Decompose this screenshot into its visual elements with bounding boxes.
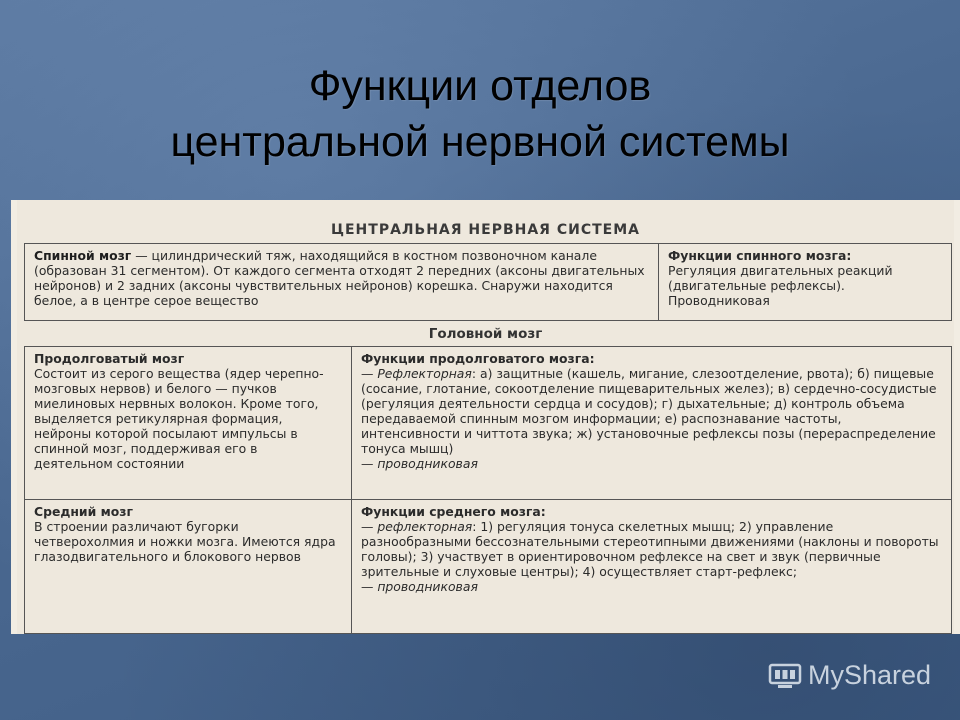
spinal-divider xyxy=(658,243,659,321)
slide-title xyxy=(0,58,960,170)
midbrain-description-cell xyxy=(26,502,348,566)
spinal-functions-text: Регуляция двигательных реакций (двигательные рефлексы). Проводниковая xyxy=(668,263,893,308)
medulla-header: Продолговатый мозг xyxy=(34,351,185,366)
medulla-functions-header: Функции продолговатого мозга: xyxy=(361,351,595,366)
myshared-watermark-text: MyShared xyxy=(808,659,932,690)
table-paper xyxy=(17,200,954,634)
slide-title-line-2: центральной нервной системы xyxy=(170,118,790,166)
brain-subtitle: Головной мозг xyxy=(428,326,543,342)
spinal-description-cell xyxy=(26,246,656,310)
medulla-text: Состоит из серого вещества (ядер черепно-мозговых нервов) и белого — пучков миелиновых нервных волокон. Кроме того, выделяется ретикулярная формация, нейроны которой посылают импульсы в спинной мозг, поддерживая его в деятельном состоянии xyxy=(34,366,324,471)
brain-divider xyxy=(351,346,352,634)
midbrain-header: Средний мозг xyxy=(34,504,133,519)
medulla-functions-text: : а) защитные (кашель, мигание, слезоотделение, рвота); б) пищевые (сосание, глотание, сокоотделение пищеварительных желез); в) сердечно-сосудистые (регуляция деятельности сердца и сосудов); г) дыхательные; д) контроль объема передаваемой спинным мозгом информации; е) распознавание частоты, интенсивности и читтота звука; ж) установочные рефлексы позы (перераспределение тонуса мышц) xyxy=(361,366,937,456)
spinal-text: — цилиндрический тяж, находящийся в костном позвоночном канале (образован 31 сегментом). От каждого сегмента отходят 2 передних (аксоны двигательных нейронов) и 2 задних (аксоны чувствительных нейронов) корешка. Снаружи находится белое, а в центре серое вещество xyxy=(34,248,645,308)
medulla-functions-lead: — Рефлекторная xyxy=(361,366,472,381)
midbrain-functions-text: : 1) регуляция тонуса скелетных мышц; 2) управление разнообразными бессознательными стереотипными движениями (наклоны и повороты головы); 3) участвует в ориентировочном рефлексе на свет и звук (первичные зрительные и слуховые центры); 4) осуществляет старт-рефлекс; xyxy=(361,519,939,579)
table-main-title: ЦЕНТРАЛЬНАЯ НЕРВНАЯ СИСТЕМА xyxy=(331,222,640,238)
midbrain-functions-cell xyxy=(353,502,950,596)
spinal-lead: Спинной мозг xyxy=(34,248,132,263)
midbrain-functions-header: Функции среднего мозга: xyxy=(361,504,546,519)
spinal-functions-cell xyxy=(660,246,950,310)
medulla-functions-tail: — проводниковая xyxy=(361,456,478,471)
midbrain-text: В строении различают бугорки четверохолмия и ножки мозга. Имеются ядра глазодвигательного и блокового нервов xyxy=(34,519,336,564)
medulla-functions-cell xyxy=(353,349,950,473)
myshared-watermark[interactable] xyxy=(768,657,931,693)
spinal-functions-header: Функции спинного мозга: xyxy=(668,248,852,263)
medulla-description-cell xyxy=(26,349,348,473)
scanned-table-image xyxy=(11,200,960,634)
myshared-logo-icon xyxy=(768,659,802,691)
midbrain-functions-lead: — рефлекторная xyxy=(361,519,473,534)
brain-row-divider xyxy=(24,499,952,500)
midbrain-functions-tail: — проводниковая xyxy=(361,579,478,594)
slide-title-line-1: Функции отделов xyxy=(308,62,652,110)
